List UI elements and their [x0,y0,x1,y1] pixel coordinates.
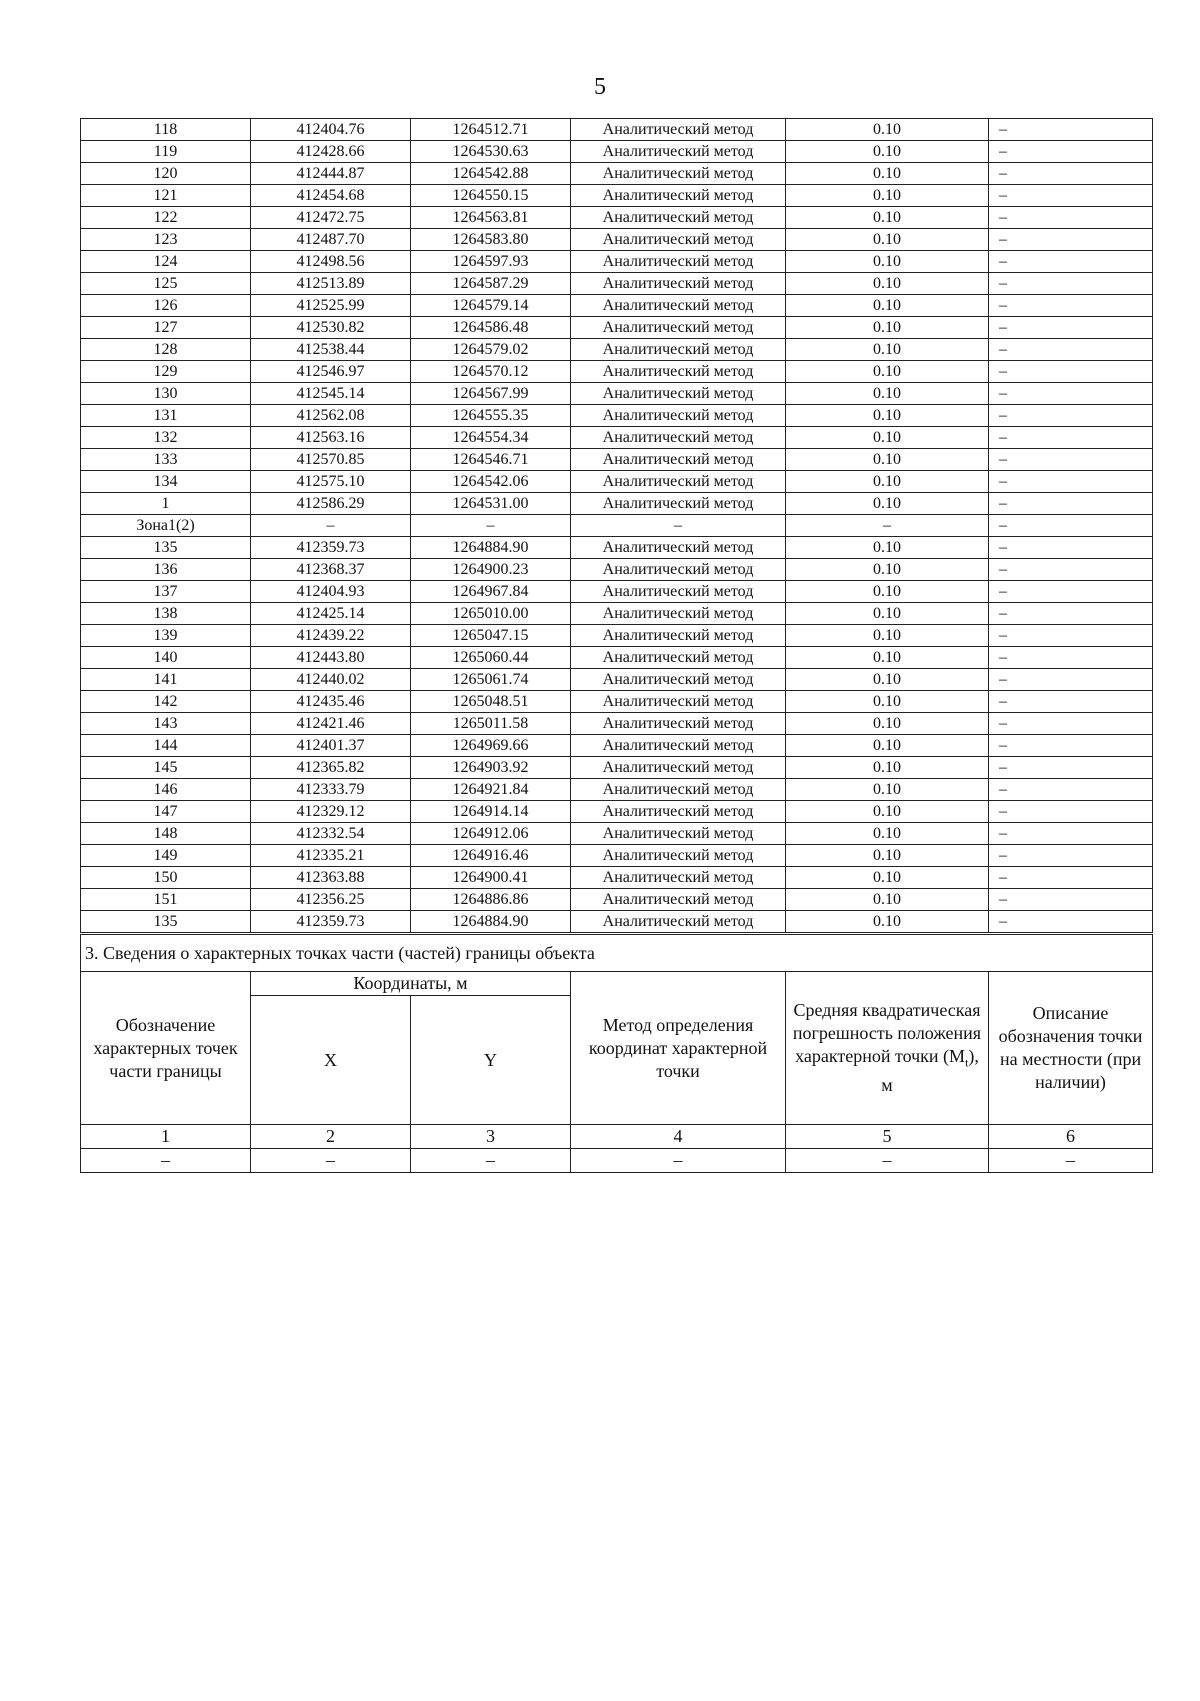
description-cell: – [989,823,1153,845]
table-row [81,669,1153,691]
description-cell: – [989,361,1153,383]
y-cell: – [411,515,571,537]
point-cell: 138 [81,603,251,625]
empty-cell-4: – [571,1149,786,1173]
mt-cell: 0.10 [786,625,989,647]
description-cell: – [989,603,1153,625]
y-cell: 1264586.48 [411,317,571,339]
y-cell: 1264542.88 [411,163,571,185]
y-cell: 1264916.46 [411,845,571,867]
mt-cell: 0.10 [786,427,989,449]
table-row [81,845,1153,867]
description-cell: – [989,779,1153,801]
table-row [81,251,1153,273]
point-cell: 142 [81,691,251,713]
section3-empty-row [81,1149,1153,1173]
section3-title-row [81,935,1153,972]
index-cell-1: 1 [81,1125,251,1149]
x-cell: 412401.37 [251,735,411,757]
description-cell: – [989,889,1153,911]
mt-cell: 0.10 [786,845,989,867]
header-error-subscript: t [965,1055,969,1070]
description-cell: – [989,185,1153,207]
header-x: X [251,996,411,1125]
index-cell-5: 5 [786,1125,989,1149]
method-cell: – [571,515,786,537]
point-cell: 144 [81,735,251,757]
method-cell: Аналитический метод [571,361,786,383]
point-cell: 125 [81,273,251,295]
method-cell: Аналитический метод [571,625,786,647]
point-cell: 135 [81,537,251,559]
table-row [81,889,1153,911]
description-cell: – [989,449,1153,471]
method-cell: Аналитический метод [571,295,786,317]
method-cell: Аналитический метод [571,493,786,515]
x-cell: 412356.25 [251,889,411,911]
y-cell: 1264579.02 [411,339,571,361]
description-cell: – [989,867,1153,889]
x-cell: 412363.88 [251,867,411,889]
table-row [81,647,1153,669]
method-cell: Аналитический метод [571,823,786,845]
y-cell: 1264969.66 [411,735,571,757]
point-cell: 129 [81,361,251,383]
y-cell: 1264579.14 [411,295,571,317]
x-cell: 412472.75 [251,207,411,229]
table-row [81,317,1153,339]
method-cell: Аналитический метод [571,779,786,801]
method-cell: Аналитический метод [571,537,786,559]
table-row [81,779,1153,801]
table-row [81,581,1153,603]
y-cell: 1265010.00 [411,603,571,625]
method-cell: Аналитический метод [571,317,786,339]
y-cell: 1264914.14 [411,801,571,823]
method-cell: Аналитический метод [571,581,786,603]
method-cell: Аналитический метод [571,141,786,163]
x-cell: 412435.46 [251,691,411,713]
method-cell: Аналитический метод [571,383,786,405]
table-row [81,405,1153,427]
x-cell: 412428.66 [251,141,411,163]
description-cell: – [989,405,1153,427]
y-cell: 1264886.86 [411,889,571,911]
x-cell: 412425.14 [251,603,411,625]
mt-cell: 0.10 [786,779,989,801]
point-cell: Зона1(2) [81,515,251,537]
x-cell: 412332.54 [251,823,411,845]
index-cell-3: 3 [411,1125,571,1149]
table-row [81,141,1153,163]
method-cell: Аналитический метод [571,119,786,141]
x-cell: 412359.73 [251,911,411,933]
y-cell: 1264900.41 [411,867,571,889]
method-cell: Аналитический метод [571,559,786,581]
point-cell: 135 [81,911,251,933]
empty-cell-5: – [786,1149,989,1173]
y-cell: 1264587.29 [411,273,571,295]
mt-cell: 0.10 [786,823,989,845]
x-cell: 412443.80 [251,647,411,669]
method-cell: Аналитический метод [571,273,786,295]
mt-cell: 0.10 [786,207,989,229]
y-cell: 1264570.12 [411,361,571,383]
x-cell: 412498.56 [251,251,411,273]
y-cell: 1264900.23 [411,559,571,581]
method-cell: Аналитический метод [571,801,786,823]
method-cell: Аналитический метод [571,471,786,493]
y-cell: 1264531.00 [411,493,571,515]
empty-cell-6: – [989,1149,1153,1173]
y-cell: 1264884.90 [411,537,571,559]
description-cell: – [989,625,1153,647]
x-cell: 412365.82 [251,757,411,779]
description-cell: – [989,735,1153,757]
point-cell: 130 [81,383,251,405]
x-cell: 412538.44 [251,339,411,361]
x-cell: 412525.99 [251,295,411,317]
method-cell: Аналитический метод [571,251,786,273]
point-cell: 143 [81,713,251,735]
mt-cell: 0.10 [786,889,989,911]
description-cell: – [989,559,1153,581]
table-row [81,361,1153,383]
y-cell: 1265048.51 [411,691,571,713]
table-row [81,691,1153,713]
x-cell: 412335.21 [251,845,411,867]
point-cell: 123 [81,229,251,251]
x-cell: 412562.08 [251,405,411,427]
x-cell: 412329.12 [251,801,411,823]
description-cell: – [989,295,1153,317]
table-row [81,713,1153,735]
index-cell-4: 4 [571,1125,786,1149]
mt-cell: 0.10 [786,383,989,405]
mt-cell: 0.10 [786,449,989,471]
table-row [81,823,1153,845]
table-row [81,339,1153,361]
y-cell: 1265060.44 [411,647,571,669]
empty-cell-1: – [81,1149,251,1173]
point-cell: 140 [81,647,251,669]
table-row [81,537,1153,559]
table-row [81,295,1153,317]
point-cell: 145 [81,757,251,779]
method-cell: Аналитический метод [571,669,786,691]
header-error-unit: ), м [881,1045,979,1096]
description-cell: – [989,537,1153,559]
point-cell: 148 [81,823,251,845]
y-cell: 1264567.99 [411,383,571,405]
point-cell: 137 [81,581,251,603]
description-cell: – [989,757,1153,779]
point-cell: 124 [81,251,251,273]
description-cell: – [989,317,1153,339]
mt-cell: 0.10 [786,691,989,713]
mt-cell: 0.10 [786,669,989,691]
mt-cell: 0.10 [786,405,989,427]
table-row [81,867,1153,889]
table-row [81,273,1153,295]
method-cell: Аналитический метод [571,691,786,713]
x-cell: 412368.37 [251,559,411,581]
mt-cell: 0.10 [786,713,989,735]
method-cell: Аналитический метод [571,427,786,449]
point-cell: 146 [81,779,251,801]
description-cell: – [989,141,1153,163]
method-cell: Аналитический метод [571,647,786,669]
x-cell: 412546.97 [251,361,411,383]
point-cell: 118 [81,119,251,141]
description-cell: – [989,471,1153,493]
y-cell: 1264563.81 [411,207,571,229]
mt-cell: 0.10 [786,361,989,383]
y-cell: 1265061.74 [411,669,571,691]
section3-header-row-1 [81,972,1153,996]
point-cell: 122 [81,207,251,229]
mt-cell: 0.10 [786,581,989,603]
mt-cell: 0.10 [786,295,989,317]
method-cell: Аналитический метод [571,867,786,889]
y-cell: 1264530.63 [411,141,571,163]
x-cell: 412444.87 [251,163,411,185]
mt-cell: 0.10 [786,735,989,757]
description-cell: – [989,207,1153,229]
y-cell: 1264583.80 [411,229,571,251]
description-cell: – [989,119,1153,141]
y-cell: 1264884.90 [411,911,571,933]
method-cell: Аналитический метод [571,845,786,867]
y-cell: 1265011.58 [411,713,571,735]
table-row [81,163,1153,185]
section3-index-row [81,1125,1153,1149]
mt-cell: 0.10 [786,339,989,361]
description-cell: – [989,581,1153,603]
x-cell: 412440.02 [251,669,411,691]
mt-cell: 0.10 [786,471,989,493]
mt-cell: 0.10 [786,867,989,889]
header-error-text: Средняя квадратическая погрешность положения характерной точки (M [792,999,982,1066]
header-designation: Обозначение характерных точек части границы [81,972,251,1125]
y-cell: 1264554.34 [411,427,571,449]
method-cell: Аналитический метод [571,449,786,471]
method-cell: Аналитический метод [571,339,786,361]
table-row [81,185,1153,207]
y-cell: 1264912.06 [411,823,571,845]
table-row [81,449,1153,471]
mt-cell: 0.10 [786,801,989,823]
mt-cell: 0.10 [786,229,989,251]
y-cell: 1264921.84 [411,779,571,801]
table-row [81,471,1153,493]
x-cell: 412421.46 [251,713,411,735]
description-cell: – [989,911,1153,933]
y-cell: 1264555.35 [411,405,571,427]
mt-cell: 0.10 [786,273,989,295]
description-cell: – [989,251,1153,273]
method-cell: Аналитический метод [571,911,786,933]
description-cell: – [989,163,1153,185]
mt-cell: 0.10 [786,603,989,625]
point-cell: 136 [81,559,251,581]
point-cell: 151 [81,889,251,911]
x-cell: 412586.29 [251,493,411,515]
coordinates-table-body [81,119,1153,933]
point-cell: 121 [81,185,251,207]
x-cell: – [251,515,411,537]
x-cell: 412530.82 [251,317,411,339]
table-row [81,515,1153,537]
table-row [81,427,1153,449]
x-cell: 412404.76 [251,119,411,141]
table-row [81,911,1153,933]
table-row [81,493,1153,515]
description-cell: – [989,383,1153,405]
description-cell: – [989,691,1153,713]
y-cell: 1264542.06 [411,471,571,493]
x-cell: 412545.14 [251,383,411,405]
y-cell: 1264550.15 [411,185,571,207]
point-cell: 131 [81,405,251,427]
table-row [81,207,1153,229]
x-cell: 412487.70 [251,229,411,251]
section3-table [80,934,1153,1173]
method-cell: Аналитический метод [571,713,786,735]
method-cell: Аналитический метод [571,735,786,757]
x-cell: 412570.85 [251,449,411,471]
empty-cell-2: – [251,1149,411,1173]
x-cell: 412404.93 [251,581,411,603]
mt-cell: 0.10 [786,141,989,163]
mt-cell: 0.10 [786,911,989,933]
point-cell: 128 [81,339,251,361]
description-cell: – [989,669,1153,691]
x-cell: 412575.10 [251,471,411,493]
empty-cell-3: – [411,1149,571,1173]
x-cell: 412333.79 [251,779,411,801]
method-cell: Аналитический метод [571,603,786,625]
description-cell: – [989,713,1153,735]
mt-cell: 0.10 [786,493,989,515]
y-cell: 1265047.15 [411,625,571,647]
y-cell: 1264512.71 [411,119,571,141]
method-cell: Аналитический метод [571,757,786,779]
x-cell: 412454.68 [251,185,411,207]
table-row [81,229,1153,251]
table-row [81,559,1153,581]
description-cell: – [989,339,1153,361]
mt-cell: 0.10 [786,185,989,207]
mt-cell: 0.10 [786,757,989,779]
header-y: Y [411,996,571,1125]
index-cell-2: 2 [251,1125,411,1149]
point-cell: 147 [81,801,251,823]
description-cell: – [989,427,1153,449]
mt-cell: 0.10 [786,119,989,141]
description-cell: – [989,801,1153,823]
x-cell: 412359.73 [251,537,411,559]
description-cell: – [989,647,1153,669]
method-cell: Аналитический метод [571,889,786,911]
mt-cell: 0.10 [786,317,989,339]
mt-cell: 0.10 [786,537,989,559]
description-cell: – [989,493,1153,515]
point-cell: 149 [81,845,251,867]
x-cell: 412513.89 [251,273,411,295]
point-cell: 120 [81,163,251,185]
description-cell: – [989,515,1153,537]
mt-cell: 0.10 [786,163,989,185]
table-row [81,119,1153,141]
description-cell: – [989,845,1153,867]
point-cell: 141 [81,669,251,691]
description-cell: – [989,229,1153,251]
description-cell: – [989,273,1153,295]
point-cell: 134 [81,471,251,493]
point-cell: 150 [81,867,251,889]
table-row [81,625,1153,647]
method-cell: Аналитический метод [571,163,786,185]
header-error [786,972,989,1125]
point-cell: 119 [81,141,251,163]
table-row [81,735,1153,757]
page-number: 5 [594,74,606,100]
table-row [81,801,1153,823]
point-cell: 132 [81,427,251,449]
x-cell: 412439.22 [251,625,411,647]
section3-title: 3. Сведения о характерных точках части (частей) границы объекта [81,935,1153,972]
index-cell-6: 6 [989,1125,1153,1149]
method-cell: Аналитический метод [571,185,786,207]
mt-cell: 0.10 [786,251,989,273]
point-cell: 126 [81,295,251,317]
table-row [81,603,1153,625]
y-cell: 1264903.92 [411,757,571,779]
table-row [81,757,1153,779]
y-cell: 1264546.71 [411,449,571,471]
mt-cell: 0.10 [786,647,989,669]
x-cell: 412563.16 [251,427,411,449]
y-cell: 1264597.93 [411,251,571,273]
y-cell: 1264967.84 [411,581,571,603]
method-cell: Аналитический метод [571,207,786,229]
point-cell: 127 [81,317,251,339]
table-row [81,383,1153,405]
header-description: Описание обозначения точки на местности (при наличии) [989,972,1153,1125]
header-coordinates: Координаты, м [251,972,571,996]
mt-cell: 0.10 [786,559,989,581]
coordinates-table [80,118,1153,933]
point-cell: 1 [81,493,251,515]
mt-cell: – [786,515,989,537]
point-cell: 133 [81,449,251,471]
method-cell: Аналитический метод [571,229,786,251]
header-method: Метод определения координат характерной точки [571,972,786,1125]
point-cell: 139 [81,625,251,647]
method-cell: Аналитический метод [571,405,786,427]
